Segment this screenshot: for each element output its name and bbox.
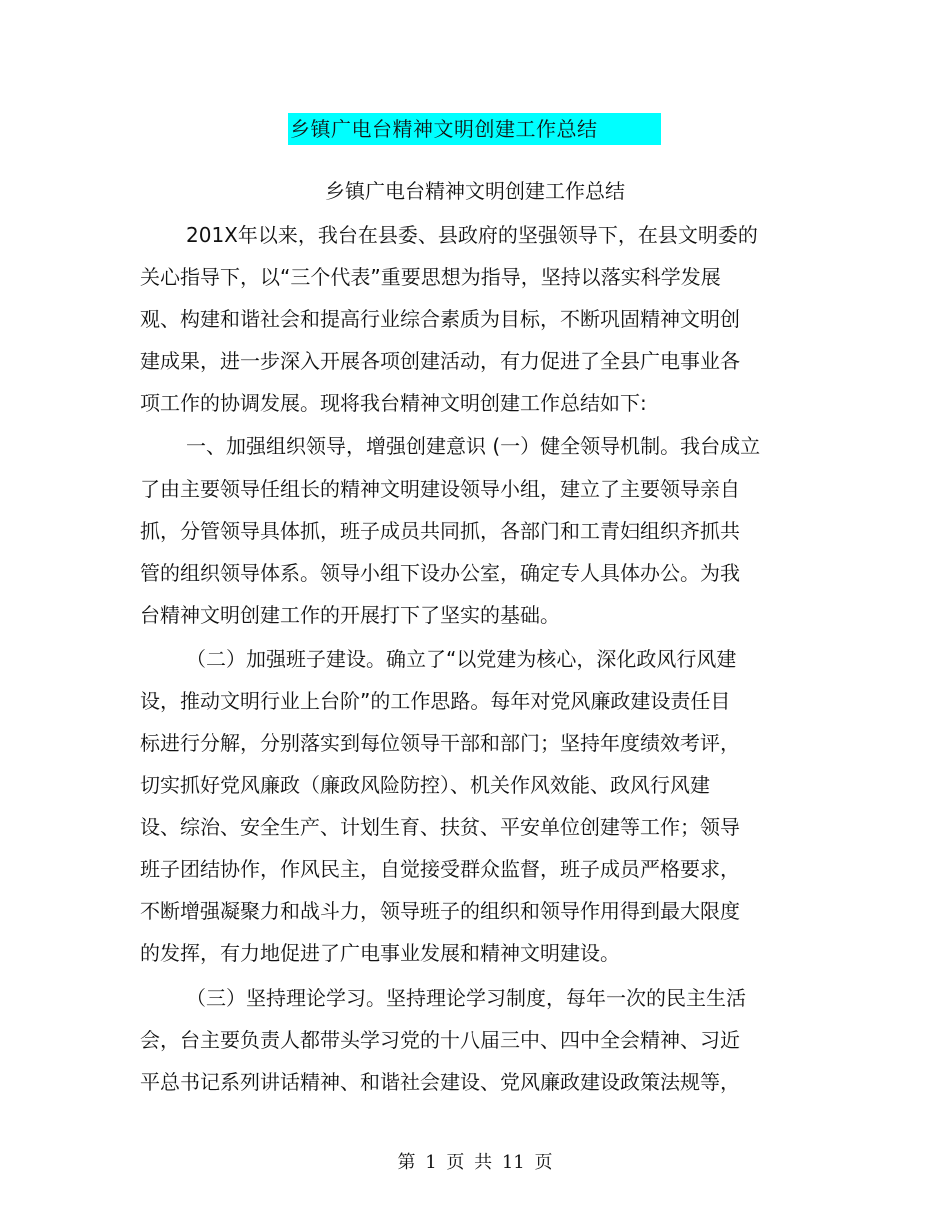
document-title: 乡镇广电台精神文明创建工作总结 <box>290 117 598 141</box>
body-line: 会，台主要负责人都带头学习党的十八届三中、四中全会精神、习近 <box>140 1028 740 1052</box>
body-line: 设、综治、安全生产、计划生育、扶贫、平安单位创建等工作；领导 <box>140 815 740 839</box>
body-line: 建成果，进一步深入开展各项创建活动，有力促进了全县广电事业各 <box>140 349 740 373</box>
body-line: 观、构建和谐社会和提高行业综合素质为目标，不断巩固精神文明创 <box>140 307 740 331</box>
body-line: 的发挥，有力地促进了广电事业发展和精神文明建设。 <box>140 941 620 965</box>
body-line: 平总书记系列讲话精神、和谐社会建设、党风廉政建设政策法规等， <box>140 1070 740 1094</box>
body-line: 切实抓好党风廉政（廉政风险防控）、机关作风效能、政风行风建 <box>140 773 710 797</box>
page-number-footer: 第 1 页 共 11 页 <box>397 1152 553 1173</box>
body-line: 201X年以来，我台在县委、县政府的坚强领导下，在县文明委的 <box>186 223 758 247</box>
body-line: 了由主要领导任组长的精神文明建设领导小组，建立了主要领导亲自 <box>140 477 740 501</box>
body-line: 关心指导下，以“三个代表”重要思想为指导，坚持以落实科学发展 <box>140 265 721 289</box>
body-line: 抓，分管领导具体抓，班子成员共同抓，各部门和工青妇组织齐抓共 <box>140 519 740 543</box>
body-line: 设，推动文明行业上台阶”的工作思路。每年对党风廉政建设责任目 <box>140 689 731 713</box>
body-line: （二）加强班子建设。确立了“以党建为核心，深化政风行风建 <box>186 647 737 671</box>
document-subtitle: 乡镇广电台精神文明创建工作总结 <box>325 179 625 203</box>
body-line: （三）坚持理论学习。坚持理论学习制度，每年一次的民主生活 <box>186 986 746 1010</box>
body-line: 班子团结协作，作风民主，自觉接受群众监督，班子成员严格要求， <box>140 857 740 881</box>
body-line: 台精神文明创建工作的开展打下了坚实的基础。 <box>140 603 560 627</box>
body-line: 标进行分解，分别落实到每位领导干部和部门；坚持年度绩效考评， <box>140 731 740 755</box>
body-line: 管的组织领导体系。领导小组下设办公室，确定专人具体办公。为我 <box>140 561 740 585</box>
body-line: 一、加强组织领导，增强创建意识 (一）健全领导机制。我台成立 <box>186 434 761 458</box>
body-line: 项工作的协调发展。现将我台精神文明创建工作总结如下: <box>140 391 647 415</box>
body-line: 不断增强凝聚力和战斗力，领导班子的组织和领导作用得到最大限度 <box>140 899 740 923</box>
